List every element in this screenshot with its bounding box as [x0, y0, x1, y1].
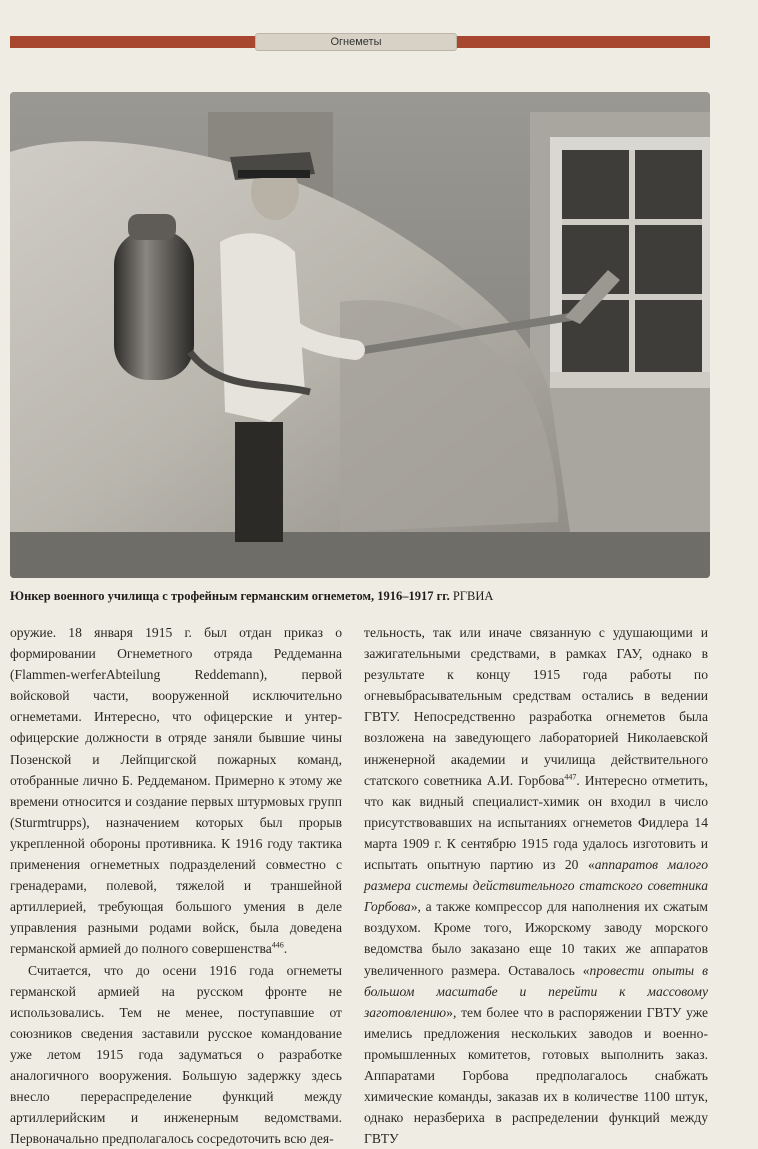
- right-column: [364, 622, 708, 1149]
- footnote-ref: 447: [564, 772, 576, 781]
- paragraph-text: .: [284, 941, 287, 956]
- paragraph-text: оружие. 18 января 1915 г. был отдан приказ о формировании Огнеметного отряда Реддеманна (Flammen-werferAbteilung Reddemann), первой войсковой части, вооруженной исключительно огнеметами. Интересно, что офицерские и унтер-офицерские должности в отряде заняли бывшие чины Позенской и Лейпцигской пожарных команд, отобранные лично Б. Реддеманом. Примерно к этому же времени относится и создание первых штурмовых групп (Sturmtrupps), назначением которых был прорыв укрепленной обороны противника. К 1916 году тактика применения огнеметных подразделений совместно с гренадерами, полевой, тяжелой и траншейной артиллерией, требующая большого умения в деле управления разными родами войск, была доведена германской армией до полного совершенства: [10, 625, 342, 956]
- paragraph-text: тельность, так или иначе связанную с удушающими и зажигательными средствами, в рамках ГАУ, однако в результате к концу 1915 года работы по огневыбрасывательным средствам остались в ведении ГВТУ. Непосредственно разработка огнеметов была возложена на заведующего лабораторией Николаевской инженерной академии и училища действительного статского советника А.И. Горбова: [364, 625, 708, 788]
- paragraph: Считается, что до осени 1916 года огнеметы германской армией на русском фронте не использовались. Тем не менее, поступавшие от союзников сведения заставили русское командование уже летом 1915 года задуматься о разработке аналогичного вооружения. Большую задержку здесь внесло перераспределение функций между артиллерийским и инженерным ведомствами. Первоначально предполагалось сосредоточить всю дея-: [10, 960, 342, 1149]
- paragraph: [364, 622, 708, 1149]
- paragraph: [10, 622, 342, 960]
- quote-text: провести опыты в большом масштабе и перейти к массовому заготовлению: [364, 963, 708, 1020]
- footnote-ref: 446: [272, 941, 284, 950]
- historical-photo: [10, 92, 710, 578]
- quote-text: аппаратов малого размера системы действительного статского советника Горбова: [364, 857, 708, 914]
- photo-caption: [10, 588, 755, 604]
- paragraph-text: », а также компрессор для наполнения их сжатым воздухом. Кроме того, Ижорскому заводу морского ведомства было заказано еще 10 таких же аппаратов увеличенного размера. Оставалось «: [364, 899, 708, 977]
- paragraph-text: », тем более что в распоряжении ГВТУ уже имелись предложения нескольких заводов и военно-промышленных комитетов, готовых выполнить заказ. Аппаратами Горбова предполагалось снабжать химические команды, заказав их в количестве 1100 штук, однако неразбериха в распределении функций между ГВТУ: [364, 1005, 708, 1147]
- caption-source: РГВИА: [453, 589, 494, 603]
- paragraph-text: . Интересно отметить, что как видный специалист-химик он входил в число присутствовавших на испытаниях огнеметов Фидлера 14 марта 1909 г. К сентябрю 1915 года удалось изготовить и испытать опытную партию из 20 «: [364, 773, 708, 872]
- section-title: Огнеметы: [255, 33, 457, 51]
- caption-text: Юнкер военного училища с трофейным германским огнеметом, 1916–1917 гг.: [10, 589, 450, 603]
- left-column: [10, 622, 342, 1149]
